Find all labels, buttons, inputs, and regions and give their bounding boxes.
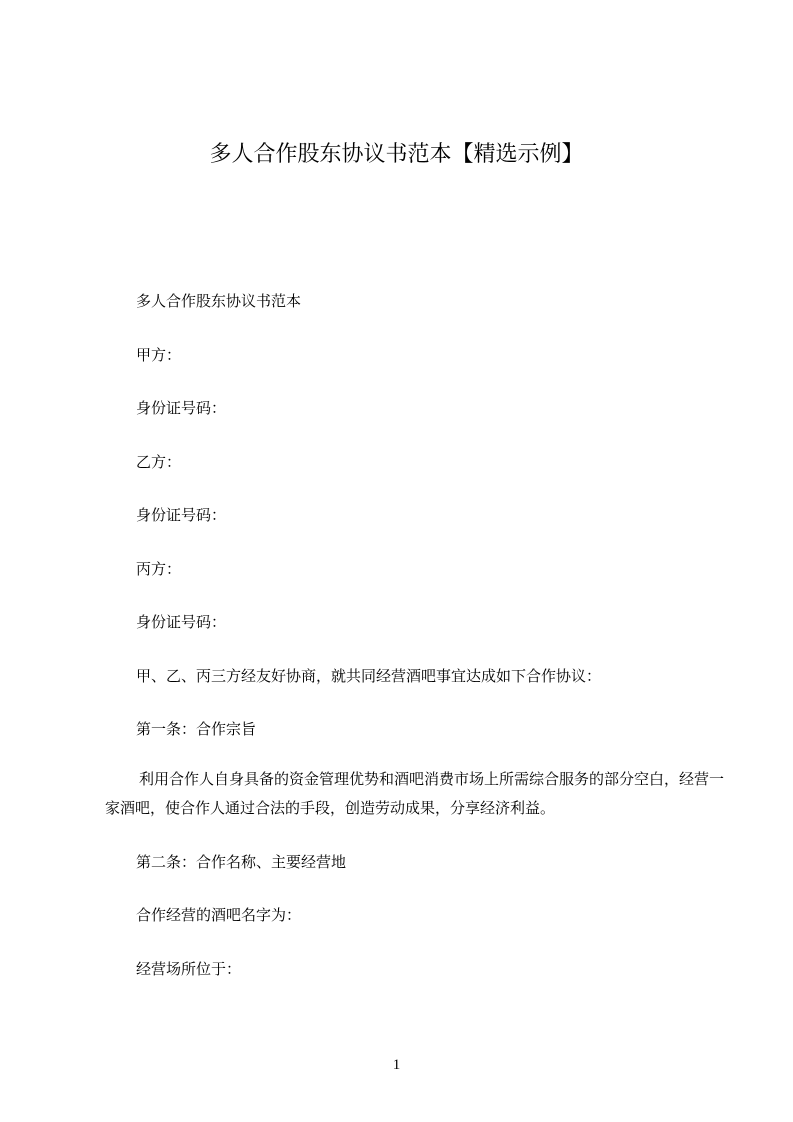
party-c-id-label: 身份证号码：: [136, 613, 227, 631]
party-c-label: 丙方：: [136, 560, 182, 578]
party-b-label: 乙方：: [136, 453, 182, 471]
article-1-body: [105, 765, 725, 823]
article-1-heading: 第一条：合作宗旨: [136, 720, 257, 738]
article-1-body-text: 利用合作人自身具备的资金管理优势和酒吧消费市场上所需综合服务的部分空白，经营一家酒吧，使合作人通过合法的手段，创造劳动成果，分享经济利益。: [105, 770, 725, 817]
document-title: 多人合作股东协议书范本【精选示例】: [209, 142, 584, 167]
article-2-heading: 第二条：合作名称、主要经营地: [136, 853, 347, 871]
party-a-id-label: 身份证号码：: [136, 399, 227, 417]
party-a-label: 甲方：: [136, 346, 182, 364]
bar-name-label: 合作经营的酒吧名字为：: [136, 906, 302, 924]
agreement-intro-paragraph: 甲、乙、丙三方经友好协商，就共同经营酒吧事宜达成如下合作协议：: [136, 667, 602, 685]
business-location-label: 经营场所位于：: [136, 960, 242, 978]
page-number: 1: [392, 1057, 401, 1073]
party-b-id-label: 身份证号码：: [136, 506, 227, 524]
subtitle-paragraph: 多人合作股东协议书范本: [136, 292, 302, 310]
